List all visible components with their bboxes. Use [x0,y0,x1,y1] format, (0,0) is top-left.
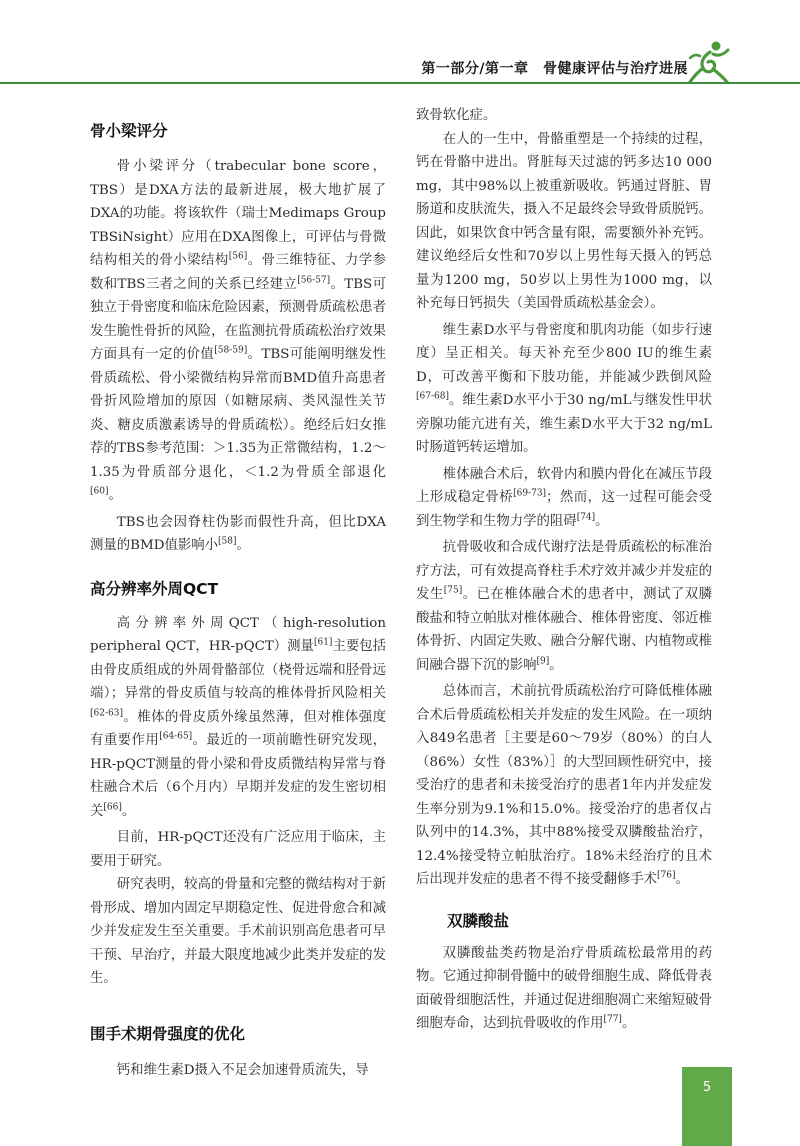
vitamin-d-paragraph [416,319,712,460]
periop-paragraph-1: 钙和维生素D摄入不足会加速骨质流失，导 [116,1062,369,1078]
text: 双膦酸盐类药物是治疗骨质疏松最常用的药物。它通过抑制骨髓中的破骨细胞生成、降低骨表面破骨细胞活性，并通过促进细胞凋亡来缩短破骨细胞寿命，达到抗骨吸收的作用 [416,945,712,1031]
bisphosphonate-paragraph [416,942,712,1036]
page-number-tab [682,1067,732,1146]
text: 。 [621,1016,636,1031]
ref-61: [61] [313,637,333,648]
heading-tbs: 骨小梁评分 [90,122,168,140]
ref-56-57: [56-57] [297,275,331,286]
text: 。TBS可能阐明继发性骨质疏松、骨小梁微结构异常而BMD值升高患者骨折风险增加的原因（如糖尿病、类风湿性关节炎、糖皮质激素诱导的骨质疏松）。绝经后妇女推荐的TBS参考范围：＞1.35为正常微结构，1.2～1.35为骨质部分退化，＜1.2为骨质全部退化 [90,347,386,480]
therapy-paragraph [416,536,712,677]
text: 椎体融合术后，软骨内和膜内骨化在减压节段上形成稳定骨桥 [416,466,712,505]
ref-60: [60] [90,486,109,497]
running-figure-icon [686,40,732,84]
text: 。椎体的骨皮质外缘虽然薄，但对椎体强度有重要作用 [90,709,386,748]
right-column [416,104,712,1036]
fusion-paragraph [416,463,712,534]
tbs-paragraph-2 [90,511,386,558]
text: ；然而，这一过程可能会受到生物学和生物力学的阻碍 [416,490,713,529]
text: 。 [108,488,122,503]
ref-62-63: [62-63] [90,708,123,719]
text: 总体而言，术前抗骨质疏松治疗可降低椎体融合术后骨质疏松相关并发症的发生风险。在一项纳入849名患者［主要是60～79岁（80%）的白人（86%）女性（83%）］的大型回顾性研究中，接受治疗的患者和未接受治疗的患者1年内并发症发生率分别为9.1%和15.0%。接受治疗的患者仅占队列中的14.3%，其中88%接受双膦酸盐治疗，12.4%接受特立帕肽治疗。18%未经治疗的且术后出现并发症的患者不得不接受翻修手术 [416,684,712,887]
text: 。 [121,803,136,819]
ref-77: [77] [603,1014,622,1025]
text: 。 [236,538,250,553]
ref-75: [75] [443,585,463,596]
ref-76: [76] [657,870,676,881]
heading-hrpqct: 高分辨率外周QCT [90,579,219,598]
tbs-paragraph-1 [90,155,386,508]
ref-58: [58] [218,536,237,547]
text: 。TBS可独立于骨密度和临床危险因素，预测骨质疏松患者发生脆性骨折的风险，在监测抗骨质疏松治疗效果方面具有一定的价值 [90,276,386,362]
page-number: 5 [702,1080,712,1095]
ref-69-73: [69-73] [513,488,547,499]
text: 骨小梁评分（trabecular bone score，TBS）是DXA方法的最新进展，极大地扩展了DXA的功能。将该软件（瑞士Medimaps Group TBSiNsight）应用在DXA图像上，可评估与骨微结构相关的骨小梁结构 [90,159,386,268]
ref-64-65: [64-65] [159,731,193,742]
text: 主要包括由骨皮质组成的外周骨骼部位（桡骨远端和胫骨远端）；异常的骨皮质值与较高的椎体骨折风险相关 [90,639,386,701]
text: 。 [675,872,689,887]
text: TBS也会因脊柱伪影而假性升高，但比DXA测量的BMD值影响小 [90,514,386,553]
text: 。 [595,513,609,529]
running-header [0,52,800,82]
header-rule [0,82,800,84]
ref-58-59: [58-59] [214,345,248,356]
ref-66: [66] [103,802,122,813]
summary-paragraph [416,680,712,892]
calcium-paragraph: 在人的一生中，骨骼重塑是一个持续的过程，钙在骨骼中进出。肾脏每天过滤的钙多达10 000 mg，其中98%以上被重新吸收。钙通过肾脏、胃肠道和皮肤流失，摄入不足最终会导致骨质脱钙。因此，如果饮食中钙含量有限，需要额外补充钙。建议绝经后女性和70岁以上男性每天摄入的钙总量为1200 mg，50岁以上男性为1000 mg，以补充每日钙损失（美国骨质疏松基金会）。 [416,131,712,311]
text: 。骨三维特征、力学参数和TBS三者之间的关系已经建立 [90,253,387,292]
qct-paragraph-1 [90,612,386,824]
text: 维生素D水平与骨密度和肌肉功能（如步行速度）呈正相关。每天补充至少800 IU的维生素D，可改善平衡和下肢功能，并能减少跌倒风险 [416,322,712,385]
text: 。已在椎体融合术的患者中，测试了双膦酸盐和特立帕肽对椎体融合、椎体骨密度、邻近椎体骨折、内固定失败、融合分解代谢、内植物或椎间融合器下沉的影响 [416,587,713,673]
heading-perioperative: 围手术期骨强度的优化 [90,1024,246,1043]
left-column [90,104,386,1082]
text: 。最近的一项前瞻性研究发现，HR-pQCT测量的骨小梁和骨皮质微结构异常与脊柱融合术后（6个月内）早期并发症的发生密切相关 [90,733,386,819]
qct-paragraph-2: 目前，HR-pQCT还没有广泛应用于临床，主要用于研究。 [90,830,386,869]
ref-67-68: [67-68] [416,391,449,402]
heading-bisphosphonates: 双膦酸盐 [447,911,510,930]
qct-paragraph-3: 研究表明，较高的骨量和完整的微结构对于新骨形成、增加内固定早期稳定性、促进骨愈合和减少并发症发生至关重要。手术前识别高危患者可早干预、早治疗，并最大限度地减少此类并发症的发生。 [90,877,386,986]
continued-text: 致骨软化症。 [416,108,497,123]
text: 。维生素D水平小于30 ng/mL与继发性甲状旁腺功能亢进有关，维生素D水平大于32 ng/mL时肠道钙转运增加。 [416,393,712,455]
text: 。 [549,657,563,673]
ref-9: [9] [536,656,550,667]
ref-56: [56] [228,251,248,262]
text: 抗骨吸收和合成代谢疗法是骨质疏松的标准治疗方法，可有效提高脊柱手术疗效并减少并发症的发生 [416,540,712,602]
ref-74: [74] [576,512,596,523]
text: 高分辨率外周QCT（high-resolution peripheral QCT，HR-pQCT）测量 [90,615,386,654]
header-title: 第一部分/第一章 骨健康评估与治疗进展 [421,61,688,77]
